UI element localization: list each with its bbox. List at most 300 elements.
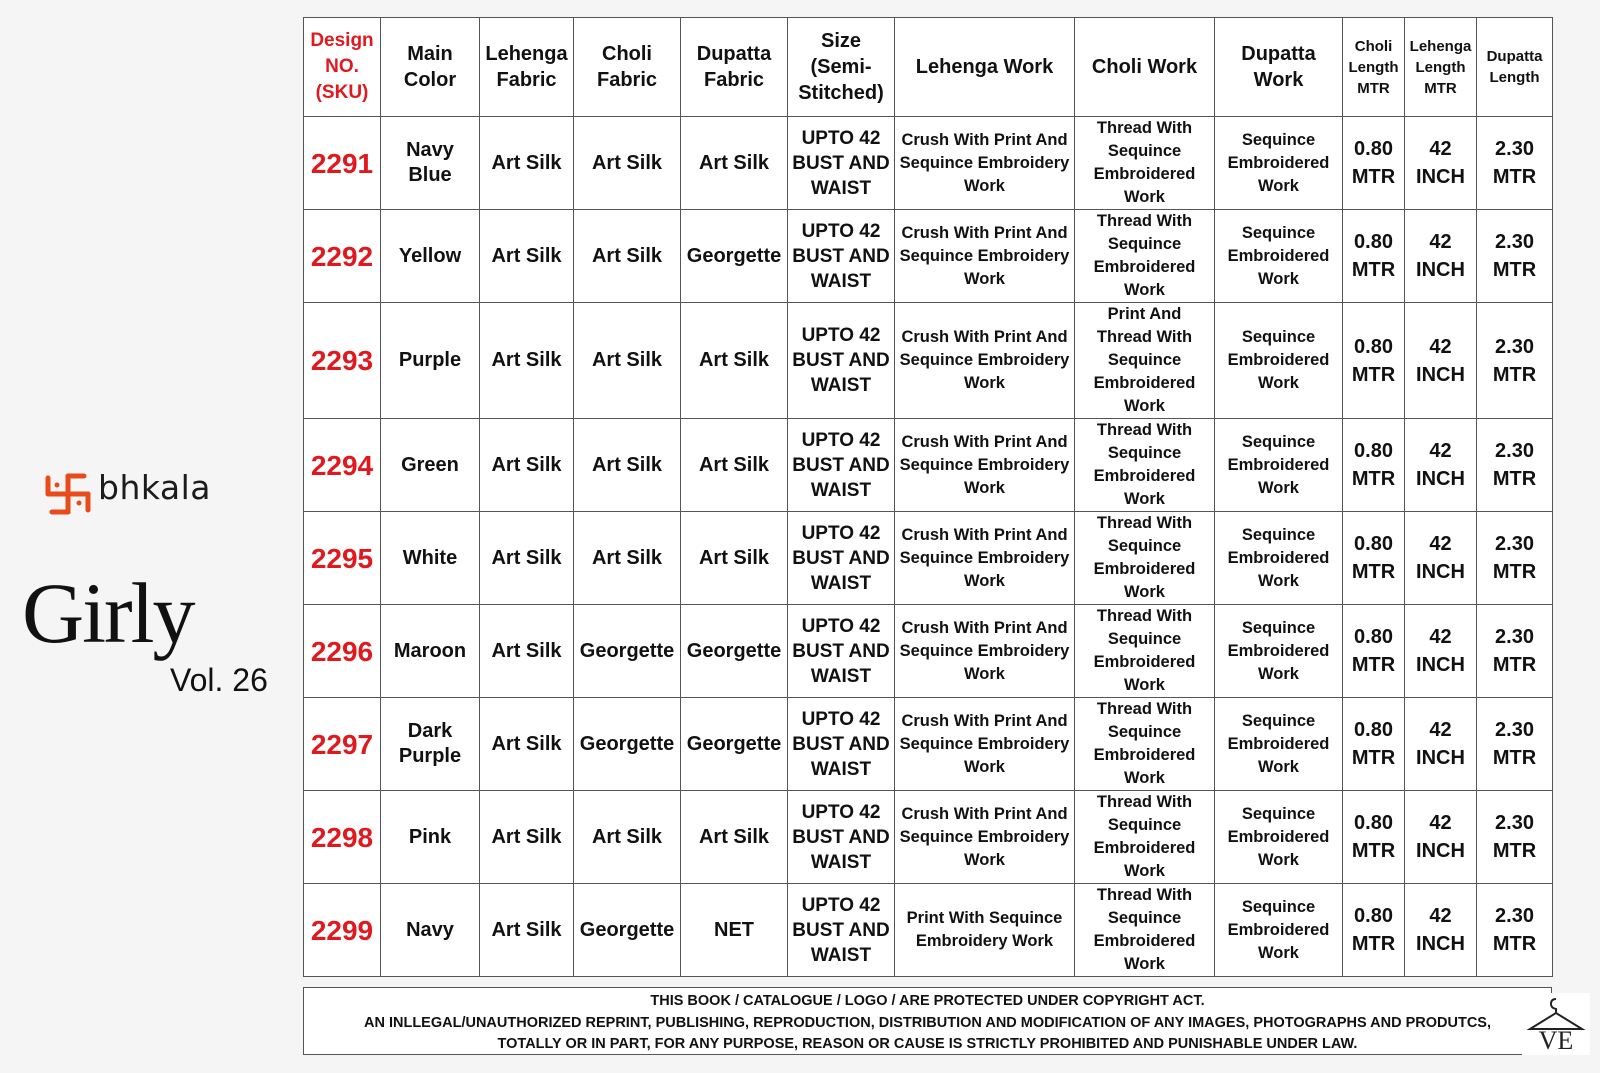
cell-text-line: Embroidery Work	[915, 932, 1054, 950]
cell-text-line: INCH	[1416, 468, 1465, 490]
cell-text-line: 2.30	[1495, 626, 1534, 648]
cell-lehenga-work	[895, 512, 1075, 605]
cell-text-line: Crush With Print And	[901, 804, 1068, 823]
cell-choli-fabric: Georgette	[574, 698, 681, 791]
cell-text-line: INCH	[1416, 561, 1465, 583]
cell-text-line: Work	[1124, 769, 1165, 787]
cell-text-line: 0.80	[1354, 626, 1393, 648]
cell-text-line: Work	[964, 374, 1005, 392]
header-dupatta-work	[1215, 18, 1343, 117]
cell-text-line: BUST AND	[792, 245, 890, 267]
header-text: Choli	[602, 43, 652, 65]
cell-text-line: Work	[1124, 397, 1165, 415]
cell-text-line: 42	[1429, 626, 1452, 648]
cell-text-line: Sequince	[1107, 630, 1182, 648]
header-text: Main	[407, 43, 453, 65]
cell-dupatta-work	[1215, 210, 1343, 303]
cell-main-color	[381, 512, 480, 605]
cell-lehenga-fabric: Art Silk	[480, 698, 574, 791]
cell-text-line: Work	[1258, 269, 1299, 288]
cell-dupatta-fabric: NET	[681, 884, 788, 977]
cell-text-line: UPTO 42	[801, 615, 881, 637]
cell-text-line: Work	[964, 850, 1005, 869]
cell-lehenga-fabric: Art Silk	[480, 117, 574, 210]
cell-choli-fabric: Art Silk	[574, 419, 681, 512]
cell-text-line: UPTO 42	[801, 801, 881, 823]
cell-dupatta-work	[1215, 884, 1343, 977]
table-row	[304, 419, 1553, 512]
cell-choli-work	[1075, 605, 1215, 698]
cell-choli-length	[1343, 884, 1405, 977]
cell-choli-work	[1075, 117, 1215, 210]
cell-text-line: INCH	[1416, 259, 1465, 281]
cell-text-line: Thread With	[1096, 212, 1193, 230]
cell-text-line: Embroidered	[1227, 246, 1330, 265]
cell-text-line: 42	[1429, 812, 1452, 834]
header-text: MTR	[1424, 79, 1457, 97]
table-row	[304, 210, 1553, 303]
cell-text-line: Work	[1258, 757, 1299, 776]
cell-text-line: WAIST	[810, 665, 872, 687]
cell-text-line: Work	[1258, 374, 1299, 392]
cell-text-line: Crush With Print And	[901, 711, 1068, 730]
cell-sku: 2295	[304, 512, 381, 605]
cell-text-line: 0.80	[1354, 138, 1393, 160]
cell-text-line: 0.80	[1354, 440, 1393, 462]
cell-choli-work	[1075, 303, 1215, 419]
cell-text-line: Embroidered	[1093, 746, 1196, 764]
cell-text-line: 2.30	[1495, 231, 1534, 253]
cell-lehenga-fabric: Art Silk	[480, 512, 574, 605]
cell-choli-work	[1075, 512, 1215, 605]
cell-text-line: MTR	[1492, 468, 1537, 490]
cell-text-line: INCH	[1416, 933, 1465, 955]
cell-lehenga-length	[1405, 210, 1477, 303]
table-row	[304, 698, 1553, 791]
cell-text-line: Work	[964, 176, 1005, 195]
cell-text-line: 2.30	[1495, 719, 1534, 741]
cell-text-line: Sequince	[1107, 444, 1182, 462]
header-text: Fabric	[596, 69, 658, 91]
cell-dupatta-fabric: Georgette	[681, 698, 788, 791]
cell-text-line: Embroidered	[1227, 641, 1330, 660]
cell-text-line: UPTO 42	[801, 894, 881, 916]
cell-text-line: Work	[1258, 478, 1299, 497]
header-text: (SKU)	[315, 82, 369, 103]
cell-text-line: Thread With	[1096, 328, 1193, 346]
table-row	[304, 605, 1553, 698]
cell-dupatta-length	[1477, 419, 1553, 512]
cell-choli-fabric: Art Silk	[574, 512, 681, 605]
cell-text-line: WAIST	[810, 758, 872, 780]
cell-text-line: Work	[964, 269, 1005, 288]
cell-size	[788, 605, 895, 698]
cell-lehenga-fabric: Art Silk	[480, 791, 574, 884]
cell-text-line: Crush With Print And	[901, 130, 1068, 149]
cell-choli-work	[1075, 210, 1215, 303]
cell-text-line: Navy	[406, 918, 454, 941]
cell-dupatta-fabric: Art Silk	[681, 419, 788, 512]
cell-text-line: MTR	[1492, 561, 1537, 583]
cell-dupatta-fabric: Art Silk	[681, 117, 788, 210]
header-dupatta-fabric	[681, 18, 788, 117]
copyright-notice	[303, 987, 1552, 1055]
cell-text-line: 0.80	[1354, 719, 1393, 741]
cell-choli-work	[1075, 884, 1215, 977]
cell-lehenga-work	[895, 210, 1075, 303]
cell-text-line: UPTO 42	[801, 522, 881, 544]
table-row	[304, 117, 1553, 210]
header-dupatta-length	[1477, 18, 1553, 117]
cell-text-line: Sequince	[1241, 711, 1316, 730]
cell-text-line: MTR	[1351, 166, 1396, 188]
cell-text-line: Work	[1124, 583, 1165, 601]
cell-text-line: 42	[1429, 138, 1452, 160]
cell-dupatta-work	[1215, 117, 1343, 210]
cell-text-line: INCH	[1416, 840, 1465, 862]
cell-dupatta-length	[1477, 303, 1553, 419]
cell-text-line: 2.30	[1495, 812, 1534, 834]
cell-text-line: Crush With Print And	[901, 525, 1068, 544]
swastik-logo-icon	[40, 470, 96, 518]
cell-main-color	[381, 605, 480, 698]
cell-size	[788, 117, 895, 210]
header-lehenga-length	[1405, 18, 1477, 117]
ve-logo-text: VE	[1538, 1026, 1574, 1055]
header-text: MTR	[1357, 79, 1390, 97]
cell-text-line: Sequince	[1107, 723, 1182, 741]
table-row	[304, 303, 1553, 419]
cell-text-line: BUST AND	[792, 826, 890, 848]
cell-main-color	[381, 303, 480, 419]
cell-text-line: Yellow	[398, 244, 462, 267]
cell-text-line: BUST AND	[792, 350, 890, 371]
cell-text-line: UPTO 42	[801, 127, 881, 149]
cell-text-line: Print And	[1107, 305, 1182, 323]
cell-choli-length	[1343, 117, 1405, 210]
cell-dupatta-length	[1477, 884, 1553, 977]
cell-text-line: Sequince Embroidery	[899, 734, 1070, 753]
cell-main-color	[381, 698, 480, 791]
cell-dupatta-work	[1215, 791, 1343, 884]
cell-dupatta-length	[1477, 117, 1553, 210]
cell-dupatta-work	[1215, 512, 1343, 605]
cell-text-line: Embroidered	[1227, 153, 1330, 172]
cell-text-line: MTR	[1492, 654, 1537, 676]
cell-text-line: Work	[964, 478, 1005, 497]
cell-text-line: Thread With	[1096, 119, 1193, 137]
cell-text-line: Crush With Print And	[901, 223, 1068, 242]
cell-text-line: Crush With Print And	[901, 618, 1068, 637]
cell-choli-fabric: Art Silk	[574, 117, 681, 210]
header-text: Choli	[1354, 37, 1393, 55]
cell-text-line: 42	[1429, 231, 1452, 253]
cell-text-line: 2.30	[1495, 905, 1534, 927]
cell-sku: 2293	[304, 303, 381, 419]
cell-text-line: BUST AND	[792, 733, 890, 755]
cell-text-line: Blue	[408, 164, 452, 186]
cell-text-line: Sequince	[1241, 897, 1316, 916]
cell-dupatta-length	[1477, 698, 1553, 791]
cell-main-color	[381, 791, 480, 884]
header-text: Fabric	[703, 69, 765, 91]
cell-lehenga-work	[895, 419, 1075, 512]
table-body	[304, 117, 1553, 977]
cell-text-line: WAIST	[810, 270, 872, 292]
cell-text-line: Embroidered	[1093, 560, 1196, 578]
cell-lehenga-length	[1405, 884, 1477, 977]
cell-text-line: Embroidered	[1093, 258, 1196, 276]
cell-text-line: WAIST	[810, 944, 872, 966]
cell-text-line: Work	[964, 757, 1005, 776]
cell-text-line: BUST AND	[792, 547, 890, 569]
cell-text-line: 0.80	[1354, 533, 1393, 555]
cell-text-line: Work	[1124, 490, 1165, 508]
header-text: Fabric	[496, 69, 557, 91]
cell-text-line: White	[402, 546, 458, 569]
cell-text-line: WAIST	[810, 177, 872, 199]
header-size	[788, 18, 895, 117]
cell-text-line: Crush With Print And	[901, 432, 1068, 451]
cell-text-line: UPTO 42	[801, 220, 881, 242]
cell-text-line: Thread With	[1096, 514, 1193, 532]
cell-text-line: Work	[1124, 862, 1165, 880]
cell-choli-length	[1343, 419, 1405, 512]
brand-name: bhkala	[98, 468, 212, 507]
cell-text-line: Maroon	[393, 639, 467, 662]
cell-text-line: Green	[401, 453, 459, 476]
cell-text-line: Work	[964, 571, 1005, 590]
cell-text-line: 2.30	[1495, 533, 1534, 555]
cell-text-line: WAIST	[810, 479, 872, 501]
collection-volume: Vol. 26	[170, 662, 268, 698]
cell-size	[788, 884, 895, 977]
cell-text-line: MTR	[1351, 747, 1396, 769]
copyright-line: AN INLLEGAL/UNAUTHORIZED REPRINT, PUBLISHING, REPRODUCTION, DISTRIBUTION AND MODIFICATION OF ANY IMAGES, PHOTOGRAPHS AND PRODUTCS,	[364, 1014, 1491, 1031]
cell-size	[788, 512, 895, 605]
cell-lehenga-length	[1405, 303, 1477, 419]
cell-text-line: WAIST	[810, 572, 872, 594]
cell-text-line: 2.30	[1495, 335, 1534, 358]
cell-lehenga-work	[895, 884, 1075, 977]
cell-sku: 2296	[304, 605, 381, 698]
cell-choli-fabric: Art Silk	[574, 210, 681, 303]
cell-lehenga-fabric: Art Silk	[480, 303, 574, 419]
cell-text-line: Print With Sequince	[906, 909, 1063, 927]
cell-text-line: Sequince	[1107, 235, 1182, 253]
cell-sku: 2298	[304, 791, 381, 884]
cell-text-line: Embroidered	[1227, 827, 1330, 846]
cell-text-line: MTR	[1351, 933, 1396, 955]
cell-text-line: UPTO 42	[801, 708, 881, 730]
table-row	[304, 512, 1553, 605]
cell-sku: 2291	[304, 117, 381, 210]
cell-text-line: BUST AND	[792, 919, 890, 941]
cell-text-line: Sequince	[1241, 618, 1316, 637]
cell-text-line: Sequince Embroidery	[899, 246, 1070, 265]
header-text: Color	[403, 69, 457, 91]
cell-text-line: WAIST	[810, 375, 872, 396]
cell-text-line: 2.30	[1495, 440, 1534, 462]
cell-text-line: Sequince	[1241, 432, 1316, 451]
cell-choli-work	[1075, 698, 1215, 791]
cell-text-line: Work	[1258, 850, 1299, 869]
cell-text-line: Sequince	[1107, 816, 1182, 834]
cell-text-line: Work	[1258, 571, 1299, 590]
cell-main-color	[381, 884, 480, 977]
cell-text-line: MTR	[1492, 363, 1537, 386]
cell-dupatta-fabric: Art Silk	[681, 303, 788, 419]
cell-text-line: Sequince	[1107, 537, 1182, 555]
cell-text-line: 42	[1429, 335, 1452, 358]
header-design-no	[304, 18, 381, 117]
cell-dupatta-fabric: Georgette	[681, 210, 788, 303]
cell-choli-length	[1343, 210, 1405, 303]
cell-text-line: 42	[1429, 440, 1452, 462]
cell-main-color	[381, 117, 480, 210]
cell-dupatta-length	[1477, 605, 1553, 698]
header-text: Lehenga	[1409, 37, 1472, 55]
cell-choli-fabric: Art Silk	[574, 303, 681, 419]
collection-title: Girly	[22, 565, 194, 661]
cell-text-line: BUST AND	[792, 454, 890, 476]
table-row	[304, 791, 1553, 884]
cell-text-line: Sequince Embroidery	[899, 455, 1070, 474]
cell-choli-fabric: Georgette	[574, 884, 681, 977]
cell-text-line: Thread With	[1096, 700, 1193, 718]
cell-text-line: Sequince Embroidery	[899, 827, 1070, 846]
cell-text-line: Embroidered	[1093, 467, 1196, 485]
cell-text-line: Sequince Embroidery	[899, 641, 1070, 660]
cell-text-line: Sequince Embroidery	[899, 351, 1070, 369]
cell-text-line: Sequince	[1241, 804, 1316, 823]
cell-text-line: Sequince	[1107, 909, 1182, 927]
cell-text-line: 0.80	[1354, 335, 1393, 358]
cell-dupatta-fabric: Georgette	[681, 605, 788, 698]
cell-lehenga-length	[1405, 791, 1477, 884]
cell-text-line: Work	[1258, 176, 1299, 195]
cell-choli-length	[1343, 698, 1405, 791]
cell-text-line: Sequince	[1107, 351, 1182, 369]
cell-text-line: Sequince	[1241, 130, 1316, 149]
cell-choli-length	[1343, 512, 1405, 605]
cell-text-line: 42	[1429, 719, 1452, 741]
header-text: Dupatta	[1486, 48, 1543, 65]
cell-text-line: INCH	[1416, 747, 1465, 769]
header-text: Length	[1348, 58, 1399, 76]
cell-text-line: Thread With	[1096, 607, 1193, 625]
cell-text-line: BUST AND	[792, 640, 890, 662]
cell-choli-length	[1343, 791, 1405, 884]
spec-table	[303, 17, 1553, 977]
cell-lehenga-fabric: Art Silk	[480, 210, 574, 303]
cell-text-line: Work	[1124, 188, 1165, 206]
cell-dupatta-work	[1215, 605, 1343, 698]
cell-text-line: Embroidered	[1227, 351, 1330, 369]
cell-choli-fabric: Art Silk	[574, 791, 681, 884]
table-row	[304, 884, 1553, 977]
cell-text-line: Thread With	[1096, 421, 1193, 439]
cell-sku: 2299	[304, 884, 381, 977]
header-text: Stitched)	[798, 82, 884, 104]
cell-text-line: WAIST	[810, 851, 872, 873]
brand-logo	[40, 468, 290, 528]
cell-dupatta-length	[1477, 210, 1553, 303]
cell-text-line: Work	[1258, 943, 1299, 962]
cell-sku: 2297	[304, 698, 381, 791]
cell-text-line: UPTO 42	[801, 325, 881, 346]
cell-text-line: Sequince	[1241, 223, 1316, 242]
cell-dupatta-length	[1477, 512, 1553, 605]
cell-text-line: MTR	[1351, 561, 1396, 583]
cell-text-line: Sequince Embroidery	[899, 548, 1070, 567]
cell-text-line: Work	[964, 664, 1005, 683]
header-text: Dupatta	[696, 43, 772, 65]
cell-main-color	[381, 419, 480, 512]
cell-text-line: MTR	[1492, 259, 1537, 281]
cell-text-line: 0.80	[1354, 812, 1393, 834]
cell-size	[788, 698, 895, 791]
cell-lehenga-work	[895, 791, 1075, 884]
cell-text-line: MTR	[1492, 166, 1537, 188]
header-text: (Semi-	[810, 56, 872, 78]
cell-text-line: Embroidered	[1227, 920, 1330, 939]
cell-text-line: Work	[1258, 664, 1299, 683]
cell-lehenga-work	[895, 605, 1075, 698]
cell-text-line: Work	[1124, 676, 1165, 694]
cell-text-line: INCH	[1416, 166, 1465, 188]
cell-text-line: MTR	[1351, 468, 1396, 490]
cell-text-line: Purple	[398, 349, 462, 371]
cell-text-line: Embroidered	[1093, 653, 1196, 671]
cell-text-line: MTR	[1492, 747, 1537, 769]
cell-choli-work	[1075, 419, 1215, 512]
cell-size	[788, 210, 895, 303]
cell-text-line: Purple	[398, 745, 462, 767]
header-lehenga-work: Lehenga Work	[895, 18, 1075, 117]
header-text: Size	[820, 30, 862, 52]
cell-choli-length	[1343, 605, 1405, 698]
cell-text-line: Embroidered	[1093, 932, 1196, 950]
cell-text-line: Sequince	[1241, 328, 1316, 346]
header-lehenga-fabric	[480, 18, 574, 117]
copyright-line: THIS BOOK / CATALOGUE / LOGO / ARE PROTECTED UNDER COPYRIGHT ACT.	[650, 993, 1205, 1009]
table-header-row	[304, 18, 1553, 117]
cell-text-line: 2.30	[1495, 138, 1534, 160]
cell-main-color	[381, 210, 480, 303]
cell-text-line: Embroidered	[1093, 839, 1196, 857]
header-text: Design	[310, 30, 374, 51]
cell-dupatta-work	[1215, 303, 1343, 419]
cell-text-line: Embroidered	[1093, 374, 1196, 392]
cell-text-line: MTR	[1351, 840, 1396, 862]
cell-text-line: Thread With	[1096, 793, 1193, 811]
copyright-line: TOTALLY OR IN PART, FOR ANY PURPOSE, REASON OR CAUSE IS STRICTLY PROHIBITED AND PUNISHABLE UNDER LAW.	[497, 1036, 1358, 1052]
cell-text-line: 42	[1429, 905, 1452, 927]
cell-lehenga-fabric: Art Silk	[480, 605, 574, 698]
cell-text-line: MTR	[1351, 654, 1396, 676]
cell-size	[788, 791, 895, 884]
cell-text-line: Sequince Embroidery	[899, 153, 1070, 172]
cell-text-line: Embroidered	[1093, 165, 1196, 183]
cell-text-line: Navy	[406, 139, 454, 161]
cell-text-line: Dark	[407, 720, 453, 742]
cell-text-line: Embroidered	[1227, 455, 1330, 474]
cell-text-line: 42	[1429, 533, 1452, 555]
cell-text-line: 0.80	[1354, 231, 1393, 253]
cell-dupatta-fabric: Art Silk	[681, 791, 788, 884]
cell-lehenga-length	[1405, 512, 1477, 605]
